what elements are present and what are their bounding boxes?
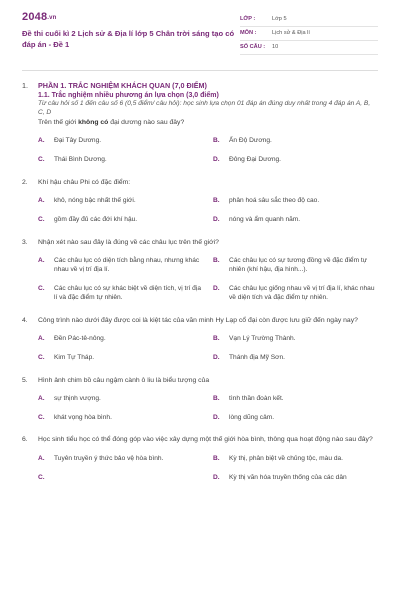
question-1	[22, 81, 378, 165]
option-d[interactable]	[213, 354, 378, 363]
stem-emphasis: không có	[78, 118, 109, 126]
stem-text: Hình ảnh chim bồ câu ngậm cành ô liu là biểu tượng của	[38, 376, 210, 384]
option-text: Kỳ thị, phân biệt về chủng tộc, màu da.	[229, 454, 343, 462]
meta-value: 10	[272, 43, 279, 50]
option-text: nóng và ẩm quanh năm.	[229, 215, 301, 223]
option-a[interactable]	[38, 137, 203, 146]
option-text: khô, nóng bậc nhất thế giới.	[54, 197, 136, 205]
meta-subject	[240, 27, 378, 41]
option-text: Các châu lục có diện tích bằng nhau, nhưng khác nhau về vị trí địa lí.	[54, 257, 200, 273]
logo-suffix: .vn	[47, 15, 57, 21]
option-b[interactable]	[213, 197, 378, 206]
option-letter: A.	[38, 197, 45, 205]
question-number: 3.	[22, 238, 28, 246]
option-letter: B.	[213, 334, 220, 342]
option-c[interactable]	[38, 216, 203, 225]
question-5	[22, 376, 378, 423]
stem-text: Học sinh tiểu học có thể đóng góp vào việc xây dựng một thế giới hòa bình, thông qua hoạt động nào sau đây?	[38, 436, 373, 444]
question-stem	[22, 238, 378, 247]
option-letter: D.	[213, 473, 220, 481]
meta-value: Lớp 5	[272, 15, 287, 22]
question-stem	[22, 376, 378, 385]
option-letter: C.	[38, 473, 45, 481]
option-c[interactable]	[38, 414, 203, 423]
question-number: 6.	[22, 436, 28, 444]
site-logo[interactable]	[22, 10, 240, 25]
option-d[interactable]	[213, 414, 378, 423]
option-text: sự thịnh vượng.	[54, 394, 101, 402]
subsection-title: 1.1. Trắc nghiệm nhiều phương án lựa chọn (3,0 điểm)	[38, 91, 219, 99]
question-number: 2.	[22, 178, 28, 186]
question-stem	[22, 178, 378, 187]
option-b[interactable]	[213, 395, 378, 404]
option-letter: A.	[38, 334, 45, 342]
question-6	[22, 435, 378, 482]
option-text: Đông Đại Dương.	[229, 156, 281, 163]
section-body	[22, 91, 378, 127]
section-title-text: PHẦN 1. TRẮC NGHIỆM KHÁCH QUAN (7,0 ĐIỂM)	[38, 81, 207, 90]
question-number: 1.	[22, 81, 28, 90]
stem-text: đại dương nào sau đây?	[108, 118, 185, 126]
option-text: Vạn Lý Trường Thành.	[229, 334, 296, 342]
answer-options	[22, 395, 378, 423]
option-d[interactable]	[213, 474, 378, 483]
option-text: Thái Bình Dương.	[54, 156, 107, 163]
answer-options	[22, 137, 378, 165]
option-letter: C.	[38, 353, 45, 361]
option-letter: A.	[38, 257, 45, 265]
option-letter: C.	[38, 215, 45, 223]
question-number: 4.	[22, 316, 28, 324]
option-letter: B.	[213, 454, 220, 462]
option-a[interactable]	[38, 335, 203, 344]
option-letter: D.	[213, 156, 220, 163]
question-3	[22, 238, 378, 303]
option-letter: D.	[213, 353, 220, 361]
option-c[interactable]	[38, 156, 203, 165]
option-text: Đại Tây Dương.	[54, 137, 102, 145]
option-b[interactable]	[213, 335, 378, 344]
question-2	[22, 178, 378, 225]
option-text: phân hoá sâu sắc theo độ cao.	[229, 197, 320, 205]
option-text: Ấn Độ Dương.	[229, 137, 272, 145]
option-letter: B.	[213, 257, 220, 265]
answer-options	[22, 335, 378, 363]
option-letter: C.	[38, 284, 45, 292]
question-stem	[22, 316, 378, 325]
section-title	[22, 81, 378, 91]
stem-text: Nhận xét nào sau đây là đúng về các châu lục trên thế giới?	[38, 238, 219, 246]
answer-options	[22, 257, 378, 303]
answer-options	[22, 197, 378, 225]
option-d[interactable]	[213, 216, 378, 225]
meta-key: LỚP :	[240, 15, 256, 22]
option-text: Thánh địa Mỹ Sơn.	[229, 353, 286, 361]
option-letter: B.	[213, 197, 220, 205]
stem-text: Công trình nào dưới đây được coi là kiệt tác của văn minh Hy Lạp cổ đại còn được lưu giữ đến ngày nay?	[38, 316, 358, 324]
logo-text: 2048	[22, 11, 48, 23]
option-c[interactable]	[38, 474, 203, 483]
question-stem	[38, 118, 378, 127]
option-d[interactable]	[213, 285, 378, 303]
option-a[interactable]	[38, 197, 203, 206]
option-letter: B.	[213, 394, 220, 402]
stem-text: Trên thế giới	[38, 118, 79, 126]
stem-text: Khí hậu châu Phi có đặc điểm:	[38, 178, 131, 186]
option-letter: D.	[213, 284, 220, 292]
section-instruction: Từ câu hỏi số 1 đến câu số 6 (0,5 điểm/ câu hỏi): học sinh lựa chọn 01 đáp án đúng duy nhất trong 4 đáp án A, B, C, D	[38, 100, 371, 117]
option-a[interactable]	[38, 395, 203, 404]
option-text: Tuyên truyền ý thức bảo vệ hòa bình.	[54, 454, 164, 462]
header-left	[22, 10, 240, 56]
meta-key: MÔN :	[240, 29, 257, 36]
document-title: Đề thi cuối kì 2 Lịch sử & Địa lí lớp 5 Chân trời sáng tạo có đáp án - Đề 1	[22, 28, 235, 49]
option-letter: A.	[38, 454, 45, 462]
meta-grade	[240, 13, 378, 27]
option-letter: D.	[213, 215, 220, 223]
meta-value: Lịch sử & Địa lí	[272, 29, 310, 36]
exam-content	[0, 71, 400, 482]
option-text: gồm đầy đủ các đới khí hậu.	[54, 215, 138, 223]
option-text: Các châu lục có sự tương đồng về đặc điểm tự nhiên (khí hậu, địa hình...).	[229, 257, 368, 273]
option-letter: B.	[213, 137, 220, 145]
option-d[interactable]	[213, 156, 378, 165]
option-b[interactable]	[213, 137, 378, 146]
option-text: Đền Pác-tê-nông.	[54, 334, 106, 342]
option-a[interactable]	[38, 455, 203, 464]
option-c[interactable]	[38, 354, 203, 363]
meta-question-count	[240, 41, 378, 55]
answer-options	[22, 455, 378, 483]
document-meta	[240, 13, 378, 56]
option-text: tình thần đoàn kết.	[229, 394, 284, 402]
question-stem	[22, 435, 378, 444]
option-text: Kim Tự Tháp.	[54, 353, 95, 361]
option-c[interactable]	[38, 285, 203, 303]
page-header	[0, 0, 400, 56]
question-number: 5.	[22, 376, 28, 384]
option-text: Các châu lục giống nhau về vị trí địa lí, khác nhau về diện tích và đặc điểm tự nhiên.	[229, 284, 375, 301]
option-b[interactable]	[213, 455, 378, 464]
option-letter: A.	[38, 394, 45, 402]
option-text: khát vọng hòa bình.	[54, 413, 112, 421]
option-text: Các châu lục có sự khác biệt về diện tích, vị trí địa lí và đặc điểm tự nhiên.	[54, 284, 201, 301]
option-text: Kỳ thị văn hóa truyền thống của các dân	[229, 473, 347, 481]
option-text: lòng dũng cảm.	[229, 413, 275, 421]
meta-key: SỐ CÂU :	[240, 43, 266, 50]
option-a[interactable]	[38, 257, 203, 275]
option-letter: C.	[38, 156, 45, 163]
option-letter: C.	[38, 413, 45, 421]
option-b[interactable]	[213, 257, 378, 275]
option-letter: A.	[38, 137, 45, 145]
question-4	[22, 316, 378, 363]
option-letter: D.	[213, 413, 220, 421]
